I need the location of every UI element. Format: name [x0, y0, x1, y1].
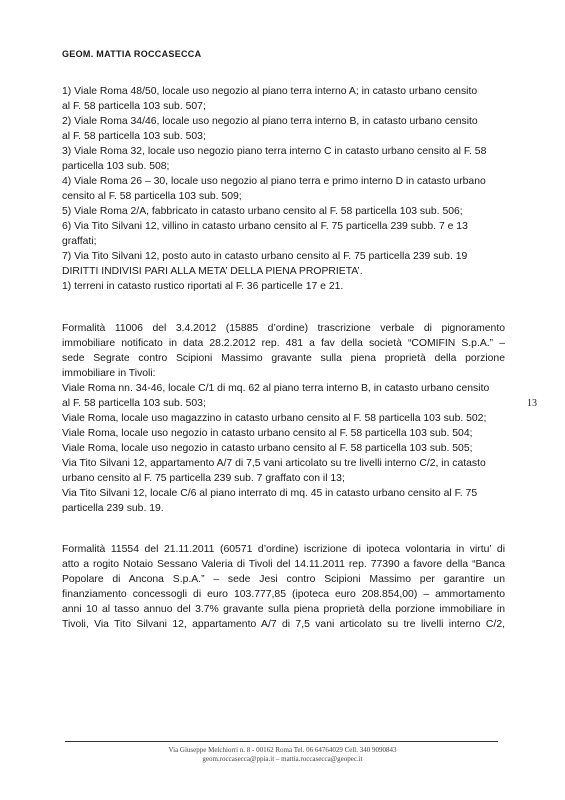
list-item-line: 2) Viale Roma 34/46, locale uso negozio al piano terra interno B, in catasto urbano censito: [62, 116, 478, 127]
paragraph-line: atto a rogito Notaio Sessano Valeria di Tivoli del 14.11.2011 rep. 77390 a favore della “Banca: [62, 559, 505, 570]
list-item: [62, 486, 505, 516]
list-item-line: 6) Via Tito Silvani 12, villino in catasto urbano censito al F. 75 particella 239 subb. 7 e 13: [62, 221, 468, 232]
list-item-line: 4) Viale Roma 26 – 30, locale uso negozio al piano terra e primo interno D in catasto urbano: [62, 176, 486, 187]
property-list-1: [62, 84, 505, 294]
list-item: [62, 411, 505, 426]
list-item-line: Viale Roma, locale uso negozio in catasto urbano censito al F. 58 particella 103 sub. 505;: [62, 443, 473, 454]
list-item-line: urbano censito al F. 75 particella 239 sub. 7 graffato con il 13;: [62, 473, 345, 484]
paragraph-line: Popolare di Ancona S.p.A.” – sede Jesi contro Scipioni Massimo per garantire un: [62, 574, 505, 585]
property-list-2: [62, 381, 505, 516]
paragraph-line: sede Segrate contro Scipioni Massimo gravante sulla piena proprietà della porzione: [62, 353, 505, 364]
list-item: [62, 441, 505, 456]
paragraph-line: Tivoli, Via Tito Silvani 12, appartamento A/7 di 7,5 vani articolato su tre livelli interno C/2,: [62, 619, 505, 630]
list-item-line: graffati;: [62, 236, 97, 247]
list-item: [62, 204, 505, 219]
page-number: 13: [527, 398, 537, 409]
paragraph-line: finanziamento concessogli di euro 103.777,85 (ipoteca euro 208.854,00) – ammortamento: [62, 589, 505, 600]
list-item-line: al F. 58 particella 103 sub. 507;: [62, 101, 206, 112]
list-item-line: Viale Roma, locale uso negozio in catasto urbano censito al F. 58 particella 103 sub. 504;: [62, 428, 473, 439]
list-item: [62, 279, 505, 294]
footer-address: Via Giuseppe Melchiorri n. 8 - 00162 Roma Tel. 06 64764029 Cell. 340 9090843: [168, 746, 397, 754]
list-item-line: Viale Roma nn. 34-46, locale C/1 di mq. 62 al piano terra interno B, in catasto urbano censito: [62, 383, 490, 394]
letterhead-title: GEOM. MATTIA ROCCASECCA: [62, 49, 202, 59]
list-item: [62, 144, 505, 174]
paragraph-line: Formalità 11554 del 21.11.2011 (60571 d’ordine) iscrizione di ipoteca volontaria in virtu’ di: [62, 544, 505, 555]
paragraph-line: immobiliare notificato in data 28.2.2012 rep. 481 a fav della società “COMIFIN S.p.A.” –: [62, 338, 505, 349]
formalita-1-paragraph: [62, 321, 505, 381]
paragraph-line: Formalità 11006 del 3.4.2012 (15885 d’ordine) trascrizione verbale di pignoramento: [62, 323, 505, 334]
footer-divider: [65, 741, 498, 742]
list-item-line: DIRITTI INDIVISI PARI ALLA META’ DELLA PIENA PROPRIETA’.: [62, 266, 363, 277]
list-item-line: 7) Via Tito Silvani 12, posto auto in catasto urbano censito al F. 75 particella 239 sub. 19: [62, 251, 468, 262]
list-item: [62, 249, 505, 264]
footer: [0, 746, 565, 764]
list-item-line: 1) terreni in catasto rustico riportati al F. 36 particelle 17 e 21.: [62, 281, 344, 292]
list-item: [62, 114, 505, 144]
list-item: [62, 219, 505, 249]
list-item: [62, 426, 505, 441]
list-item: [62, 174, 505, 204]
document-body: [62, 84, 505, 632]
list-item-line: al F. 58 particella 103 sub. 503;: [62, 131, 206, 142]
footer-contacts: geom.roccasecca@ppia.it – mattia.roccasecca@geopec.it: [202, 755, 363, 763]
paragraph-line: immobiliare in Tivoli:: [62, 368, 156, 379]
list-item: [62, 381, 505, 411]
list-item-line: 1) Viale Roma 48/50, locale uso negozio al piano terra interno A; in catasto urbano censito: [62, 86, 478, 97]
list-item-line: censito al F. 58 particella 103 sub. 509;: [62, 191, 242, 202]
list-item: [62, 84, 505, 114]
list-item-line: 3) Viale Roma 32, locale uso negozio piano terra interno C in catasto urbano censito al F. 58: [62, 146, 487, 157]
list-item-line: particella 103 sub. 508;: [62, 161, 170, 172]
paragraph-line: anni 10 al tasso annuo del 3.7% gravante sulla piena proprietà della porzione immobiliare in: [62, 604, 505, 615]
list-item-line: Via Tito Silvani 12, locale C/6 al piano interrato di mq. 45 in catasto urbano censito al F. 75: [62, 488, 478, 499]
formalita-2-paragraph: [62, 542, 505, 632]
list-item-line: Viale Roma, locale uso magazzino in catasto urbano censito al F. 58 particella 103 sub. 502;: [62, 413, 487, 424]
list-item: [62, 264, 505, 279]
list-item-line: al F. 58 particella 103 sub. 503;: [62, 398, 206, 409]
list-item-line: Via Tito Silvani 12, appartamento A/7 di 7,5 vani articolato su tre livelli interno C/2, in catasto: [62, 458, 486, 469]
list-item-line: particella 239 sub. 19.: [62, 503, 164, 514]
list-item: [62, 456, 505, 486]
list-item-line: 5) Viale Roma 2/A, fabbricato in catasto urbano censito al F. 58 particella 103 sub. 506;: [62, 206, 463, 217]
